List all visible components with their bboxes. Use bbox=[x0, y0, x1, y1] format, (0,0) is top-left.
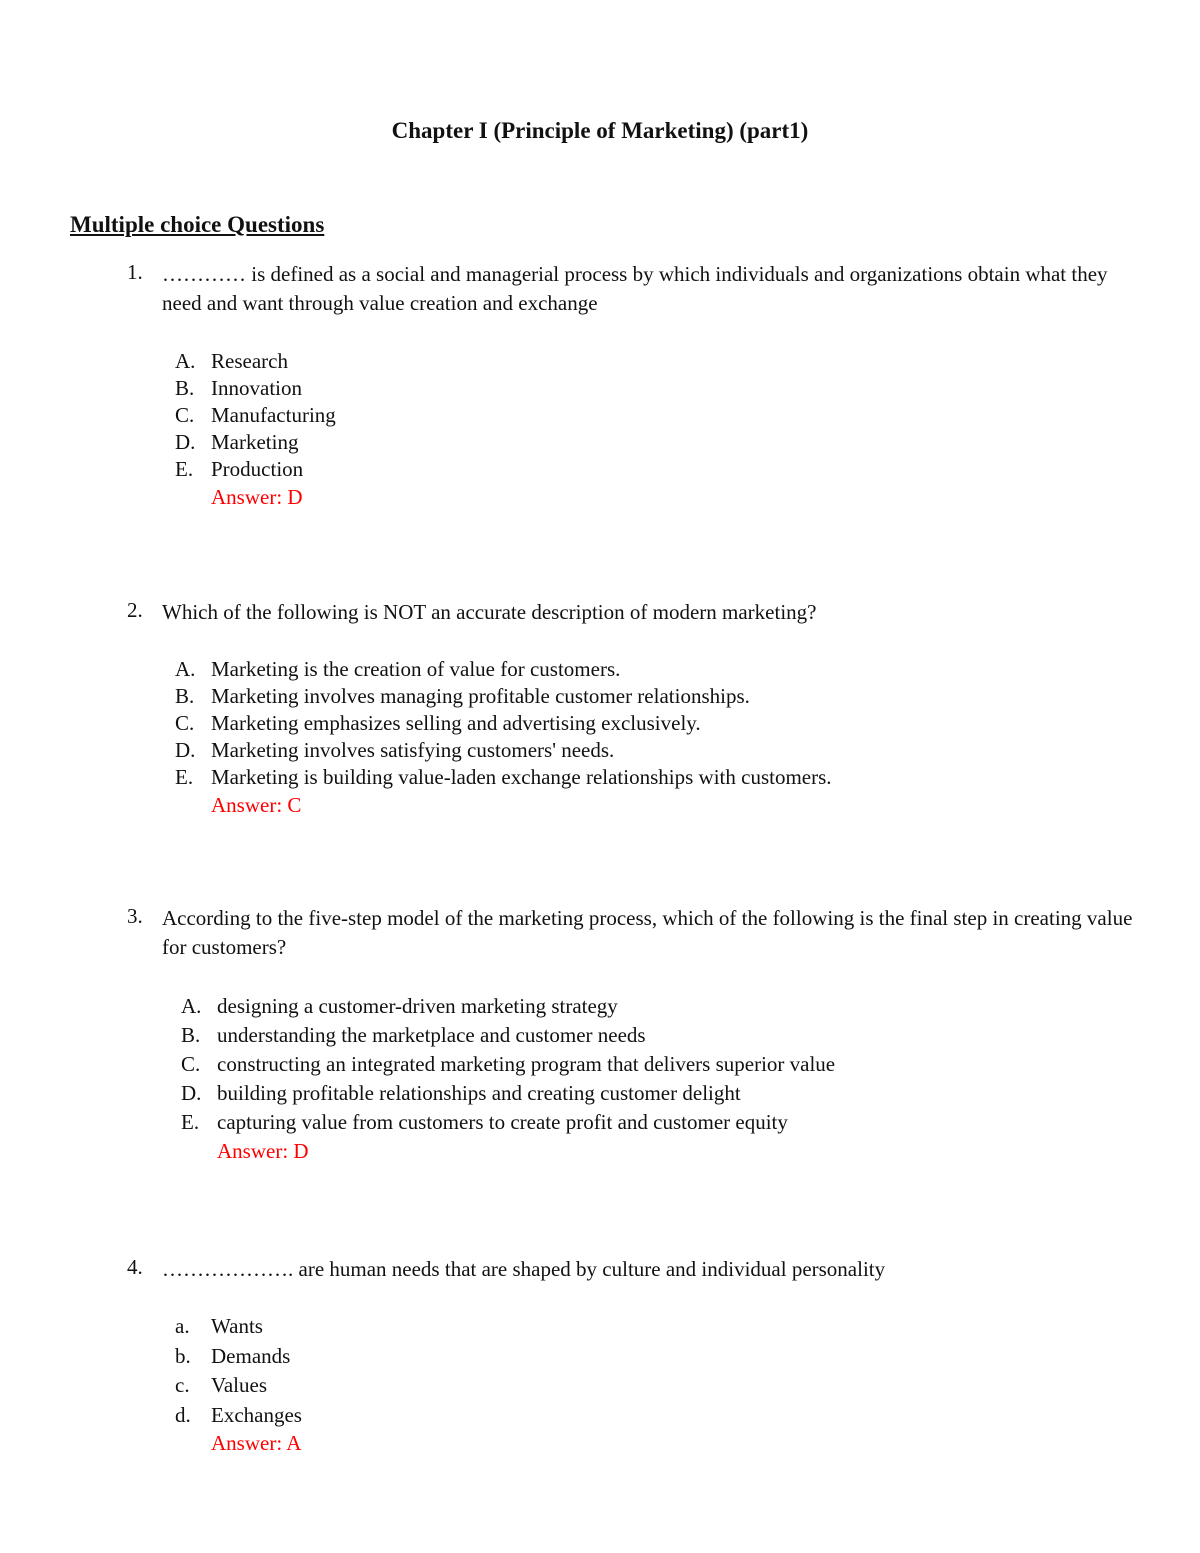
answer-text: Answer: D bbox=[211, 485, 303, 509]
option-text: understanding the marketplace and customer needs bbox=[217, 1023, 646, 1047]
option-letter: E. bbox=[181, 1110, 200, 1134]
option-text: Wants bbox=[211, 1314, 263, 1338]
option-letter: A. bbox=[175, 349, 196, 373]
option-letter: D. bbox=[181, 1081, 202, 1105]
question-number: 2. bbox=[127, 598, 143, 622]
question-text: ………… is defined as a social and managerial process by which individuals and organizations obtain what they need and want through value creation and exchange bbox=[162, 262, 1108, 315]
option-text: capturing value from customers to create profit and customer equity bbox=[217, 1110, 788, 1134]
option-text: Marketing is the creation of value for customers. bbox=[211, 657, 621, 681]
option-letter: E. bbox=[175, 765, 194, 789]
option-text: Innovation bbox=[211, 376, 302, 400]
option-text: Marketing emphasizes selling and advertising exclusively. bbox=[211, 711, 701, 735]
option-letter: A. bbox=[175, 657, 196, 681]
answer-text: Answer: D bbox=[217, 1139, 309, 1163]
section-heading: Multiple choice Questions bbox=[70, 212, 325, 237]
question-text: According to the five-step model of the marketing process, which of the following is the final step in creating value for customers? bbox=[162, 906, 1133, 959]
option-text: Marketing involves satisfying customers' needs. bbox=[211, 738, 615, 762]
option-text: designing a customer-driven marketing strategy bbox=[217, 994, 618, 1018]
option-letter: C. bbox=[181, 1052, 201, 1076]
option-letter: E. bbox=[175, 457, 194, 481]
answer-text: Answer: A bbox=[211, 1431, 302, 1455]
option-text: Marketing bbox=[211, 430, 299, 454]
option-text: Production bbox=[211, 457, 304, 481]
option-letter: C. bbox=[175, 711, 195, 735]
option-letter: C. bbox=[175, 403, 195, 427]
option-letter: b. bbox=[175, 1344, 191, 1368]
option-letter: B. bbox=[175, 376, 195, 400]
option-letter: D. bbox=[175, 430, 196, 454]
option-letter: a. bbox=[175, 1314, 190, 1338]
option-letter: A. bbox=[181, 994, 202, 1018]
option-text: Research bbox=[211, 349, 288, 373]
option-letter: c. bbox=[175, 1373, 190, 1397]
option-letter: B. bbox=[181, 1023, 201, 1047]
option-text: Marketing involves managing profitable customer relationships. bbox=[211, 684, 750, 708]
question-text: Which of the following is NOT an accurate description of modern marketing? bbox=[162, 600, 817, 624]
question-text: ………………. are human needs that are shaped by culture and individual personality bbox=[162, 1257, 886, 1281]
option-letter: D. bbox=[175, 738, 196, 762]
option-letter: B. bbox=[175, 684, 195, 708]
question-number: 1. bbox=[127, 260, 143, 284]
option-text: Exchanges bbox=[211, 1403, 302, 1427]
answer-text: Answer: C bbox=[211, 793, 302, 817]
option-text: constructing an integrated marketing program that delivers superior value bbox=[217, 1052, 836, 1076]
option-text: Marketing is building value-laden exchange relationships with customers. bbox=[211, 765, 832, 789]
question-number: 3. bbox=[127, 904, 143, 928]
page-title: Chapter I (Principle of Marketing) (part1) bbox=[391, 118, 809, 143]
option-text: Demands bbox=[211, 1344, 291, 1368]
option-text: Values bbox=[211, 1373, 267, 1397]
option-letter: d. bbox=[175, 1403, 191, 1427]
option-text: Manufacturing bbox=[211, 403, 336, 427]
option-text: building profitable relationships and creating customer delight bbox=[217, 1081, 741, 1105]
question-number: 4. bbox=[127, 1255, 143, 1279]
